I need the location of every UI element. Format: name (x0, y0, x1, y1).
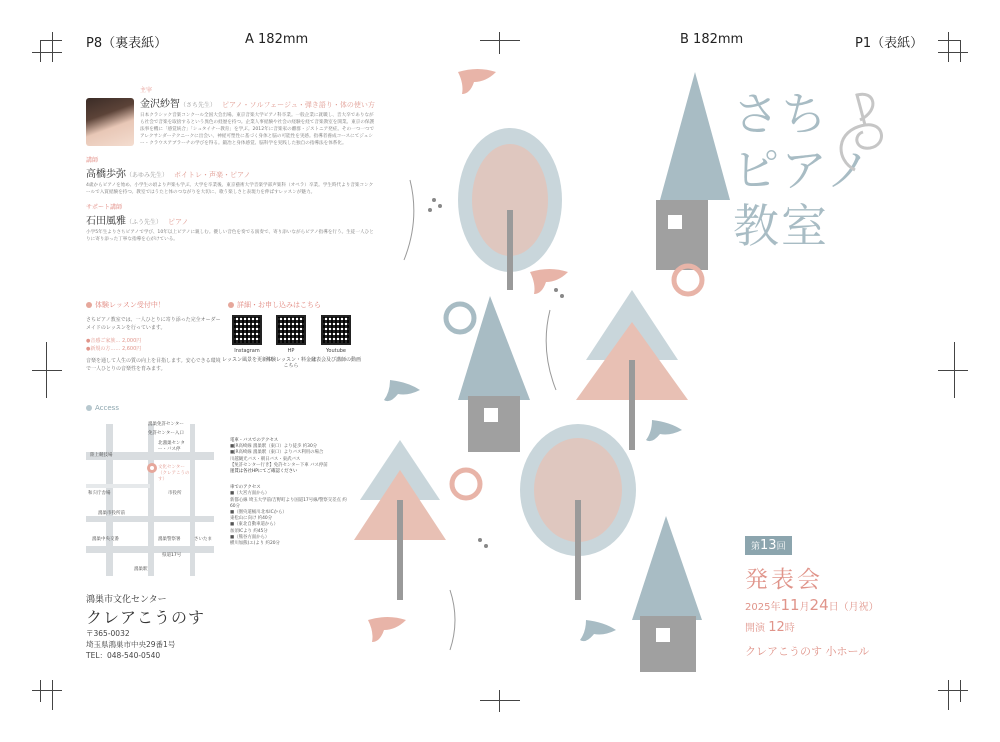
crop-mark (948, 680, 949, 710)
access-line: 東松山に向け 約40分 (230, 516, 273, 522)
crop-mark (948, 32, 949, 62)
crop-mark (40, 680, 41, 702)
tree-illustration (354, 440, 446, 600)
crop-mark (40, 40, 62, 41)
map-label: 陸上競技場 (90, 453, 113, 458)
access-line: 川越観光バス・朝日バス・東武バス (230, 456, 301, 462)
wreath-icon (446, 304, 474, 332)
bullet-icon (86, 405, 92, 411)
event-title: 発表会 (745, 567, 823, 593)
teacher-role: サポート講師 (86, 204, 123, 211)
teacher-photo (86, 98, 134, 146)
map-label: 鴻巣市役所前 (98, 511, 125, 516)
qr-label: HP (287, 348, 295, 354)
teacher-name: 高橋歩弥（あゆみ先生） ボイトレ・声楽・ピアノ (86, 169, 251, 180)
access-line: 新都心線 埼玉大学前/吉野町より国道17号線/警察交差点 約60分 (230, 497, 347, 509)
trial-heading: 体験レッスン受付中！ (86, 300, 221, 310)
qr-hp[interactable] (266, 315, 316, 369)
bird-icon (458, 69, 496, 94)
crop-mark (480, 700, 520, 701)
wreath-icon (452, 470, 480, 498)
teacher-role: 講師 (86, 157, 99, 164)
teacher-bio: 日本クラシック音楽コンクール全国大会出場。東京音楽大学ピアノ科卒業。一般企業に就職し、音大卒でありながら社会で音楽を取捨するという異色の経歴を持つ。企業人事経験や社会の経験を経て音楽教室を開業。東京の保護法事を機に「感覚統合」「シュタイナー教育」を学ぶ。2012年に音楽家の離群・ジストニア発症。その一つ一つでアレクサンダーテクニークに出会い、神経可塑性に基づく身体と脳の可能性を実感。指導者養成コースにてジェシー・クラウスアブラーチの学びを得る。鍛冶と身体感覚、脳科学を実践した独自の指導法を体系化。 (140, 113, 375, 146)
map-label: 和宍庁舎場 (88, 491, 111, 496)
plant-icon (546, 310, 556, 390)
map-label: さいたま (194, 537, 212, 542)
crop-mark (960, 40, 961, 62)
bird-icon (368, 617, 406, 642)
treble-clef-icon (825, 90, 895, 180)
event-date: 2025年11月24日（月祝） (745, 596, 879, 614)
left-page-size: A 182mm (245, 32, 309, 47)
trial-text: さちピアノ教室では、一人ひとりに寄り添った完全オーダーメイドのレッスンを行っています。 (86, 317, 221, 331)
venue-org: 鴻巣市文化センター (86, 595, 167, 605)
access-line: ■JR高崎線 鴻巣駅（東口）より徒歩 約30分 (230, 444, 318, 450)
car-heading: 車でのアクセス (230, 485, 261, 491)
map-label: 鴻巣警察署 (158, 537, 181, 542)
crop-mark (499, 690, 500, 712)
access-line: ■（大宮方面から） (230, 491, 270, 497)
teacher-section (86, 80, 376, 243)
event-time: 開演 12時 (745, 620, 795, 635)
tree-illustration (458, 128, 562, 290)
access-line: ■（熊谷方面から） (230, 534, 270, 540)
venue-name: クレアこうのす (86, 608, 206, 627)
right-page-size: B 182mm (680, 32, 744, 47)
qr-caption: 体験レッスン・料金はこちら (266, 357, 316, 369)
bullet-icon (86, 302, 92, 308)
teacher-bio: 小学5年生よりさちピアノで学び、10年以上ピアノに親しむ。優しい音色を奏でる演奏で、寄り添いながらピアノ指導を行う。生徒一人ひとりに寄り添った丁寧な指導を心がけている。 (86, 230, 374, 242)
qr-code-icon (276, 315, 306, 345)
wreath-icon (674, 266, 702, 294)
map-label: 県道17号 (162, 553, 182, 558)
crop-mark (46, 342, 47, 398)
bird-icon (646, 420, 682, 441)
teacher-role: 主宰 (140, 87, 153, 94)
crop-mark (480, 40, 520, 41)
qr-caption: レッスン風景を更新中 (222, 357, 272, 363)
crop-mark (32, 370, 62, 371)
map-label: 北鴻巣センター・バス停 (158, 441, 185, 452)
bird-icon (384, 380, 420, 401)
map-label: 市役所 (168, 491, 182, 496)
access-line: 【免許センター行き】免許センター下車 バス停前 (230, 462, 328, 468)
qr-label: Youtube (326, 348, 346, 354)
access-line: ■（東北自動車道から） (230, 522, 279, 528)
map-label: 鴻巣中央交番 (92, 537, 119, 542)
house-illustration (458, 296, 530, 452)
plant-icon (450, 590, 455, 650)
qr-caption: 発表会及び講師の動画 (311, 357, 362, 363)
right-page-label: P1（表紙） (855, 36, 924, 51)
crop-mark (499, 32, 500, 54)
forest-illustration (350, 60, 730, 680)
crop-mark (960, 680, 961, 702)
trial-price: ●音感ご家族… 2,000円 (86, 338, 142, 344)
map-graphic (86, 424, 214, 576)
house-illustration (632, 516, 702, 672)
house-illustration (656, 72, 730, 270)
access-heading: Access (86, 404, 119, 412)
access-line: 運賃は各社HPにてご確認ください (230, 469, 298, 475)
map-label: 免許センター入口 (148, 431, 184, 436)
teacher-bio: 4歳からピアノを始め、小学生の頃より声楽も学ぶ。大学を卒業後、東京藝術大学音楽学部声楽科（オペラ）卒業。学生時代より音楽コンクールで入賞経験を持つ。教室ではうたと体のつながりを大切に、歌う楽しさと表現力を伸ばすレッスンが魅力。 (86, 183, 374, 195)
qr-instagram[interactable] (222, 315, 272, 363)
bird-icon (530, 269, 568, 294)
crop-mark (938, 690, 968, 691)
edition-badge: 第13回 (745, 536, 792, 555)
trial-note: 音楽を通して人生の質の向上を目指します。安心できる環境で一人ひとりの音楽性を育みます。 (86, 358, 221, 372)
bullet-icon (228, 302, 234, 308)
plant-icon (404, 180, 414, 260)
school-title: さち ピアノ 教室 (733, 87, 874, 253)
access-info (230, 438, 350, 547)
crop-mark (40, 40, 41, 62)
crop-mark (32, 690, 62, 691)
bird-icon (580, 620, 616, 641)
tree-illustration (520, 424, 636, 600)
trial-section (86, 300, 221, 373)
teacher-name: 石田風雅（ふう先生） ピアノ (86, 216, 189, 227)
qr-code-icon (232, 315, 262, 345)
crop-mark (938, 370, 968, 371)
crop-mark (938, 40, 960, 41)
contact-heading: 詳細・お申し込みはこちら (228, 300, 321, 310)
access-line: ■（圏央道桶川北本ICから） (230, 510, 287, 516)
access-map (86, 424, 214, 576)
map-label: 鴻巣免許センター (148, 422, 184, 427)
teacher-name: 金沢紗智（さち先生） ピアノ・ソルフェージュ・弾き語り・体の使い方 (140, 99, 375, 110)
train-heading: 電車・バスでのアクセス (230, 438, 279, 443)
left-page-label: P8（裏表紙） (86, 36, 168, 51)
crop-mark (52, 32, 53, 62)
qr-code-icon (321, 315, 351, 345)
crop-mark (52, 680, 53, 710)
map-label: 鴻巣駅 (134, 567, 148, 572)
qr-label: Instagram (234, 348, 260, 354)
crop-mark (938, 52, 968, 53)
access-line: ■JR高崎線 鴻巣駅（東口）よりバス利用の場合 (230, 450, 324, 456)
map-label: 文化センター（クレアこうのす） (158, 465, 190, 482)
trial-price: ●新規の方…… 2,600円 (86, 346, 142, 352)
access-line: 加須ICより 約45分 (230, 528, 268, 534)
event-place: クレアこうのす 小ホール (745, 645, 870, 658)
crop-mark (954, 342, 955, 398)
venue-address: 〒365-0032 埼玉県鴻巣市中央29番1号 TEL：048-540-0540 (86, 629, 176, 660)
crop-mark (32, 52, 62, 53)
access-line: 横川加熊(エ)より 約20分 (230, 541, 280, 547)
